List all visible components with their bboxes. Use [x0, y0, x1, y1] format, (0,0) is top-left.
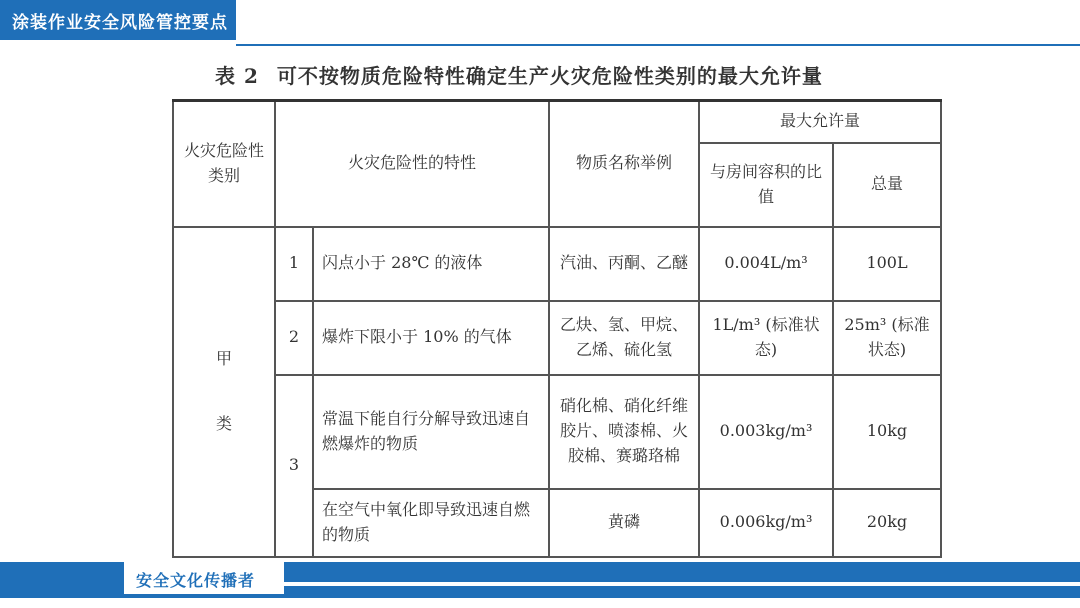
- footer-bar-right-top: [284, 562, 1080, 582]
- row-examples: 乙炔、氢、甲烷、乙烯、硫化氢: [549, 301, 699, 375]
- row-total: 25m³ (标准状态): [833, 301, 941, 375]
- row-characteristic: 常温下能自行分解导致迅速自燃爆炸的物质: [313, 375, 549, 489]
- row-total: 10kg: [833, 375, 941, 489]
- row-ratio: 0.003kg/m³: [699, 375, 833, 489]
- footer-underline: [124, 594, 284, 598]
- category-cell: [173, 227, 275, 557]
- page-title: 涂装作业安全风险管控要点: [12, 13, 228, 33]
- header-bar: [0, 0, 236, 40]
- header-category: 火灾危险性类别: [173, 101, 275, 227]
- header-examples: 物质名称举例: [549, 101, 699, 227]
- footer-bar-left: [0, 562, 124, 598]
- table-caption: [215, 60, 823, 89]
- header-divider: [236, 44, 1080, 46]
- row-number: 3: [275, 375, 313, 557]
- row-examples: 汽油、丙酮、乙醚: [549, 227, 699, 301]
- row-number: 1: [275, 227, 313, 301]
- footer-slogan: 安全文化传播者: [136, 571, 256, 590]
- row-examples: 黄磷: [549, 489, 699, 557]
- category-char-1: 甲: [215, 348, 232, 368]
- row-ratio: 0.004L/m³: [699, 227, 833, 301]
- row-characteristic: 在空气中氧化即导致迅速自燃的物质: [313, 489, 549, 557]
- row-ratio: 1L/m³ (标准状态): [699, 301, 833, 375]
- footer-bar-right-bottom: [284, 586, 1080, 598]
- row-characteristic: 爆炸下限小于 10% 的气体: [313, 301, 549, 375]
- table-title: 可不按物质危险特性确定生产火灾危险性类别的最大允许量: [276, 64, 823, 88]
- header-characteristic: 火灾危险性的特性: [275, 101, 549, 227]
- header-total: 总量: [833, 143, 941, 227]
- allowance-table: [172, 99, 942, 558]
- row-examples: 硝化棉、硝化纤维胶片、喷漆棉、火胶棉、赛璐珞棉: [549, 375, 699, 489]
- row-ratio: 0.006kg/m³: [699, 489, 833, 557]
- table-number: 表 2: [215, 64, 259, 88]
- row-total: 20kg: [833, 489, 941, 557]
- header-ratio: 与房间容积的比值: [699, 143, 833, 227]
- category-char-2: 类: [215, 413, 232, 433]
- header-max-allowed: 最大允许量: [699, 101, 941, 143]
- row-total: 100L: [833, 227, 941, 301]
- row-number: 2: [275, 301, 313, 375]
- row-characteristic: 闪点小于 28℃ 的液体: [313, 227, 549, 301]
